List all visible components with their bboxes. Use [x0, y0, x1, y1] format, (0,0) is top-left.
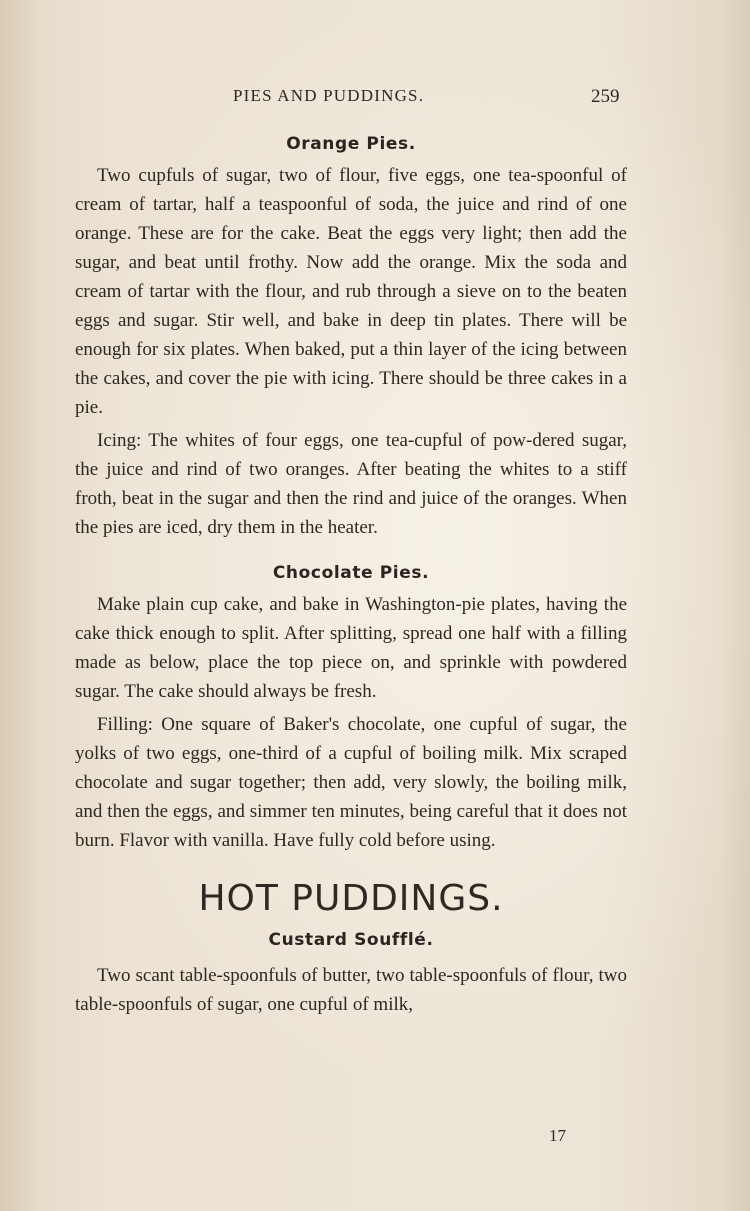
recipe-paragraph: Icing: The whites of four eggs, one tea-cupful of pow-dered sugar, the juice and rind of two oranges. After beating the whites to a stiff froth, beat in the sugar and then the rind and juice of the oranges. When the pies are iced, dry them in the heater.: [75, 430, 627, 538]
recipe-paragraph: Two scant table-spoonfuls of butter, two table-spoonfuls of flour, two table-spoonfuls of sugar, one cupful of milk,: [75, 965, 627, 1015]
page-number: 259: [591, 86, 620, 107]
recipe-paragraph: Two cupfuls of sugar, two of flour, five eggs, one tea-spoonful of cream of tartar, half a teaspoonful of soda, the juice and rind of one orange. These are for the cake. Beat the eggs very light; then add the sugar, and beat until frothy. Now add the orange. Mix the soda and cream of tartar with the flour, and rub through a sieve on to the beaten eggs and sugar. Stir well, and bake in deep tin plates. There will be enough for six plates. When baked, put a thin layer of the icing between the cakes, and cover the pie with icing. There should be three cakes in a pie.: [75, 165, 627, 418]
recipe-heading-orange-pies: Orange Pies.: [286, 134, 416, 154]
chapter-title: HOT PUDDINGS.: [198, 878, 504, 919]
signature-mark: 17: [549, 1126, 566, 1145]
running-title: PIES AND PUDDINGS.: [233, 86, 425, 105]
recipe-paragraph: Make plain cup cake, and bake in Washington-pie plates, having the cake thick enough to split. After splitting, spread one half with a filling made as below, place the top piece on, and sprinkle with powdered sugar. The cake should always be fresh.: [75, 594, 627, 702]
recipe-paragraph: Filling: One square of Baker's chocolate, one cupful of sugar, the yolks of two eggs, one-third of a cupful of boiling milk. Mix scraped chocolate and sugar together; then add, very slowly, the boiling milk, and then the eggs, and simmer ten minutes, being careful that it does not burn. Flavor with vanilla. Have fully cold before using.: [75, 714, 627, 851]
recipe-heading-custard-souffle: Custard Soufflé.: [268, 930, 434, 950]
recipe-heading-chocolate-pies: Chocolate Pies.: [272, 563, 430, 583]
running-head: [0, 84, 750, 110]
page-content: [75, 131, 627, 1019]
